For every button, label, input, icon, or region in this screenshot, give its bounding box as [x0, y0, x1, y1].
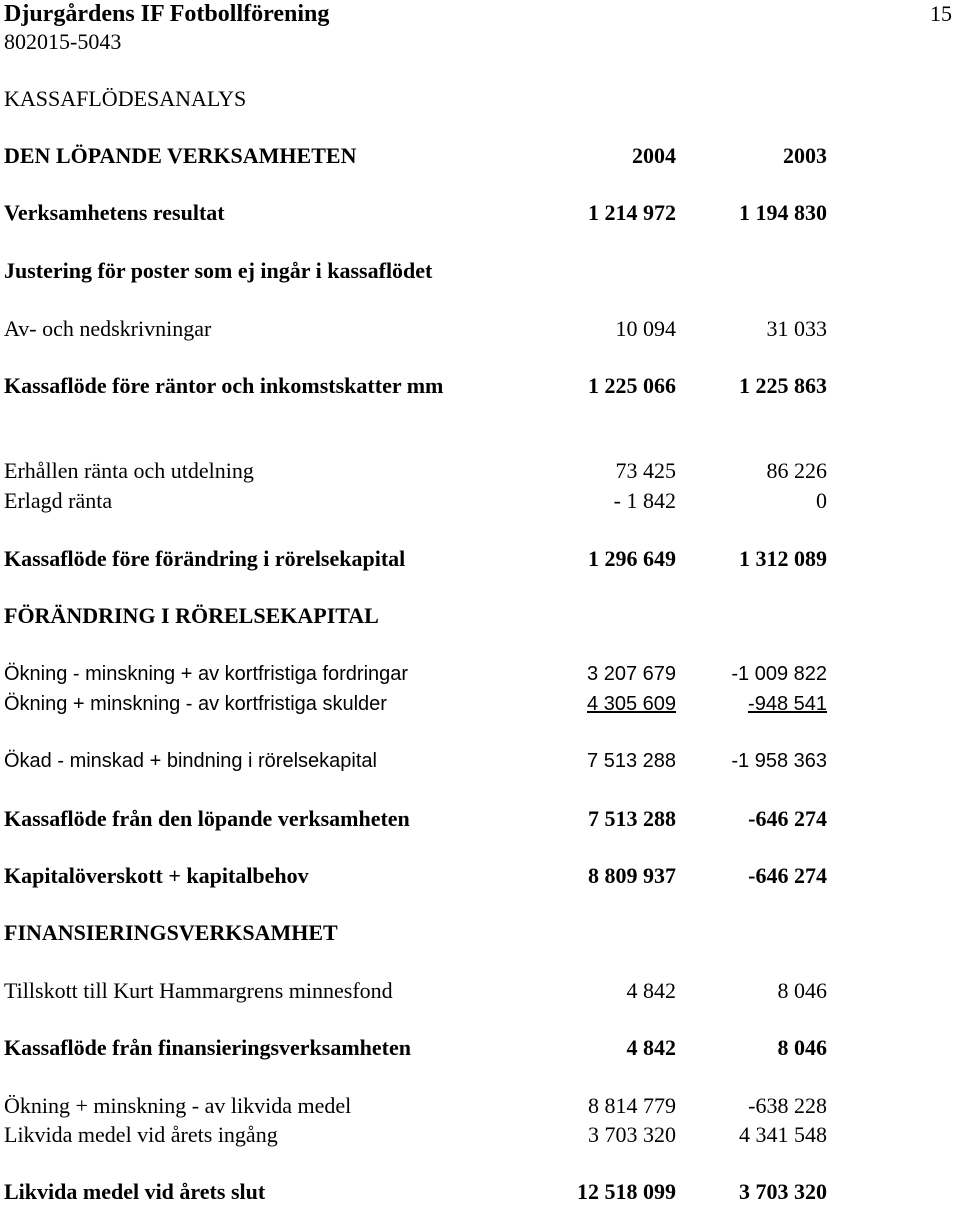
table-row — [0, 371, 960, 401]
row-label: Kapitalöverskott + kapitalbehov — [4, 863, 309, 888]
table-row — [0, 314, 960, 344]
operating-heading-row — [0, 141, 960, 171]
table-row — [0, 486, 960, 516]
section-heading: DEN LÖPANDE VERKSAMHETEN — [4, 143, 357, 168]
row-label: Likvida medel vid årets slut — [4, 1179, 266, 1204]
organization-name: Djurgårdens IF Fotbollförening — [4, 1, 330, 27]
value-previous: 8 046 — [777, 1035, 827, 1060]
year-previous: 2003 — [783, 143, 827, 168]
value-previous: -1 958 363 — [731, 750, 827, 772]
value-previous: 3 703 320 — [739, 1179, 827, 1204]
document-title: KASSAFLÖDESANALYS — [4, 86, 247, 111]
row-label: Ökad - minskad + bindning i rörelsekapital — [4, 750, 377, 772]
section-heading: FINANSIERINGSVERKSAMHET — [4, 920, 338, 945]
value-previous: 8 046 — [777, 978, 827, 1003]
section-heading: FÖRÄNDRING I RÖRELSEKAPITAL — [4, 603, 379, 628]
value-current: 1 225 066 — [588, 373, 676, 398]
value-previous: 1 194 830 — [739, 200, 827, 225]
row-label: Ökning + minskning - av kortfristiga skulder — [4, 693, 387, 715]
value-current: 73 425 — [615, 458, 676, 483]
page-number: 15 — [930, 1, 952, 26]
row-label: Tillskott till Kurt Hammargrens minnesfond — [4, 978, 393, 1003]
value-current: 12 518 099 — [577, 1179, 676, 1204]
value-previous: 1 225 863 — [739, 373, 827, 398]
working-capital-heading-row — [0, 601, 960, 631]
table-row — [0, 861, 960, 891]
row-label: Erhållen ränta och utdelning — [4, 458, 254, 483]
value-current: 4 305 609 — [587, 693, 676, 715]
row-label: Ökning - minskning + av kortfristiga fordringar — [4, 663, 409, 685]
value-current: 1 296 649 — [588, 546, 676, 571]
table-row — [0, 659, 960, 689]
value-current: 10 094 — [615, 316, 676, 341]
table-row — [0, 544, 960, 574]
value-current: 4 842 — [626, 978, 676, 1003]
row-label: Verksamhetens resultat — [4, 200, 225, 225]
row-label: Likvida medel vid årets ingång — [4, 1122, 278, 1147]
table-row — [0, 456, 960, 486]
value-previous: -638 228 — [748, 1093, 827, 1118]
value-previous: -1 009 822 — [731, 663, 827, 685]
value-current: 3 207 679 — [587, 663, 676, 685]
row-label: Kassaflöde från finansieringsverksamheten — [4, 1035, 411, 1060]
table-row — [0, 746, 960, 776]
table-row — [0, 804, 960, 834]
value-current: 8 814 779 — [588, 1093, 676, 1118]
table-row — [0, 1120, 960, 1150]
row-label: Erlagd ränta — [4, 488, 113, 513]
document-title-row — [0, 84, 960, 114]
organization-number: 802015-5043 — [4, 29, 122, 54]
table-row — [0, 198, 960, 228]
value-previous: 31 033 — [766, 316, 827, 341]
row-label: Ökning + minskning - av likvida medel — [4, 1093, 352, 1118]
row-label: Kassaflöde före räntor och inkomstskatter mm — [4, 373, 444, 398]
row-label: Av- och nedskrivningar — [4, 316, 212, 341]
subsection-heading: Justering för poster som ej ingår i kassaflödet — [4, 258, 433, 283]
value-previous: -646 274 — [748, 806, 827, 831]
value-previous: -948 541 — [748, 693, 827, 715]
adjustments-heading-row — [0, 256, 960, 286]
table-row — [0, 1177, 960, 1207]
value-previous: 86 226 — [766, 458, 827, 483]
value-current: 1 214 972 — [588, 200, 676, 225]
row-label: Kassaflöde före förändring i rörelsekapital — [4, 546, 406, 571]
value-previous: 4 341 548 — [739, 1122, 827, 1147]
value-current: 7 513 288 — [587, 750, 676, 772]
value-previous: -646 274 — [748, 863, 827, 888]
table-row — [0, 1091, 960, 1121]
year-current: 2004 — [632, 143, 676, 168]
table-row — [0, 689, 960, 719]
table-row — [0, 1033, 960, 1063]
row-label: Kassaflöde från den löpande verksamheten — [4, 806, 410, 831]
value-current: 8 809 937 — [588, 863, 676, 888]
value-current: 4 842 — [626, 1035, 676, 1060]
financing-heading-row — [0, 918, 960, 948]
value-current: 7 513 288 — [588, 806, 676, 831]
value-previous: 1 312 089 — [739, 546, 827, 571]
value-current: 3 703 320 — [588, 1122, 676, 1147]
table-row — [0, 976, 960, 1006]
value-current: - 1 842 — [613, 488, 676, 513]
value-previous: 0 — [816, 488, 827, 513]
